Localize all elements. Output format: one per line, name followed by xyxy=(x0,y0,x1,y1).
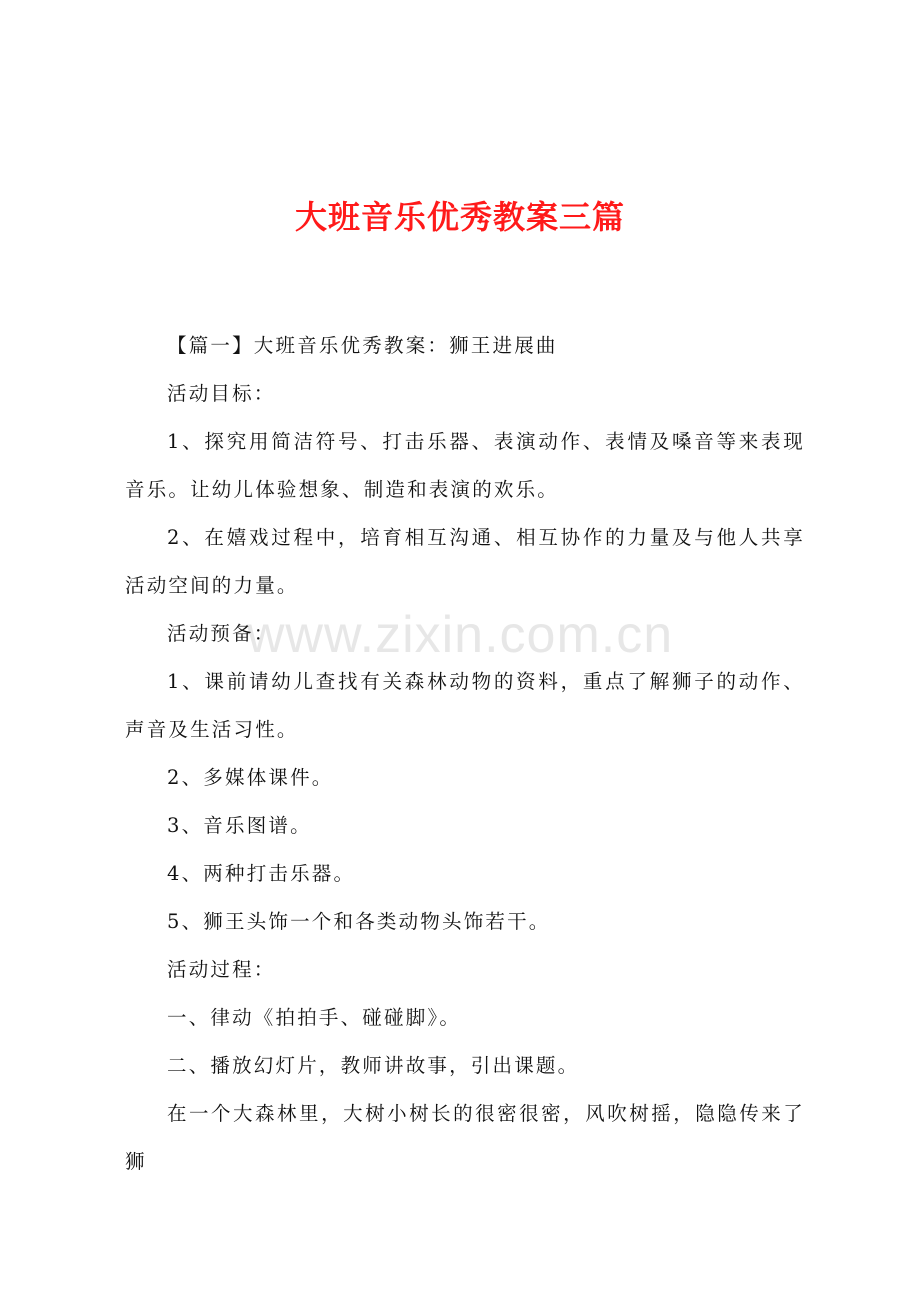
document-title: 大班音乐优秀教案三篇 xyxy=(294,198,625,236)
paragraph: 活动预备： xyxy=(167,622,276,645)
paragraph: 2、在嬉戏过程中，培育相互沟通、相互协作的力量及与他人共享活动空间的力量。 xyxy=(125,526,805,597)
paragraph: 在一个大森林里，大树小树长的很密很密，风吹树摇，隐隐传来了狮 xyxy=(125,1102,805,1173)
paragraph: 1、课前请幼儿查找有关森林动物的资料，重点了解狮子的动作、声音及生活习性。 xyxy=(125,670,805,741)
paragraph: 一、律动《拍拍手、碰碰脚》。 xyxy=(167,1006,462,1029)
paragraph: 2、多媒体课件。 xyxy=(167,766,334,789)
document-body xyxy=(125,322,805,1186)
paragraph: 1、探究用简洁符号、打击乐器、表演动作、表情及嗓音等来表现音乐。让幼儿体验想象、制造和表演的欢乐。 xyxy=(125,430,805,501)
paragraph: 3、音乐图谱。 xyxy=(167,814,312,837)
paragraph: 二、播放幻灯片，教师讲故事，引出课题。 xyxy=(167,1054,580,1077)
paragraph: 活动目标： xyxy=(167,382,276,405)
section-heading: 【篇一】大班音乐优秀教案：狮王进展曲 xyxy=(167,334,558,357)
watermark: www.zixin.com.cn xyxy=(246,606,674,664)
paragraph: 5、狮王头饰一个和各类动物头饰若干。 xyxy=(167,910,551,933)
paragraph: 4、两种打击乐器。 xyxy=(167,862,356,885)
paragraph: 活动过程： xyxy=(167,958,276,981)
